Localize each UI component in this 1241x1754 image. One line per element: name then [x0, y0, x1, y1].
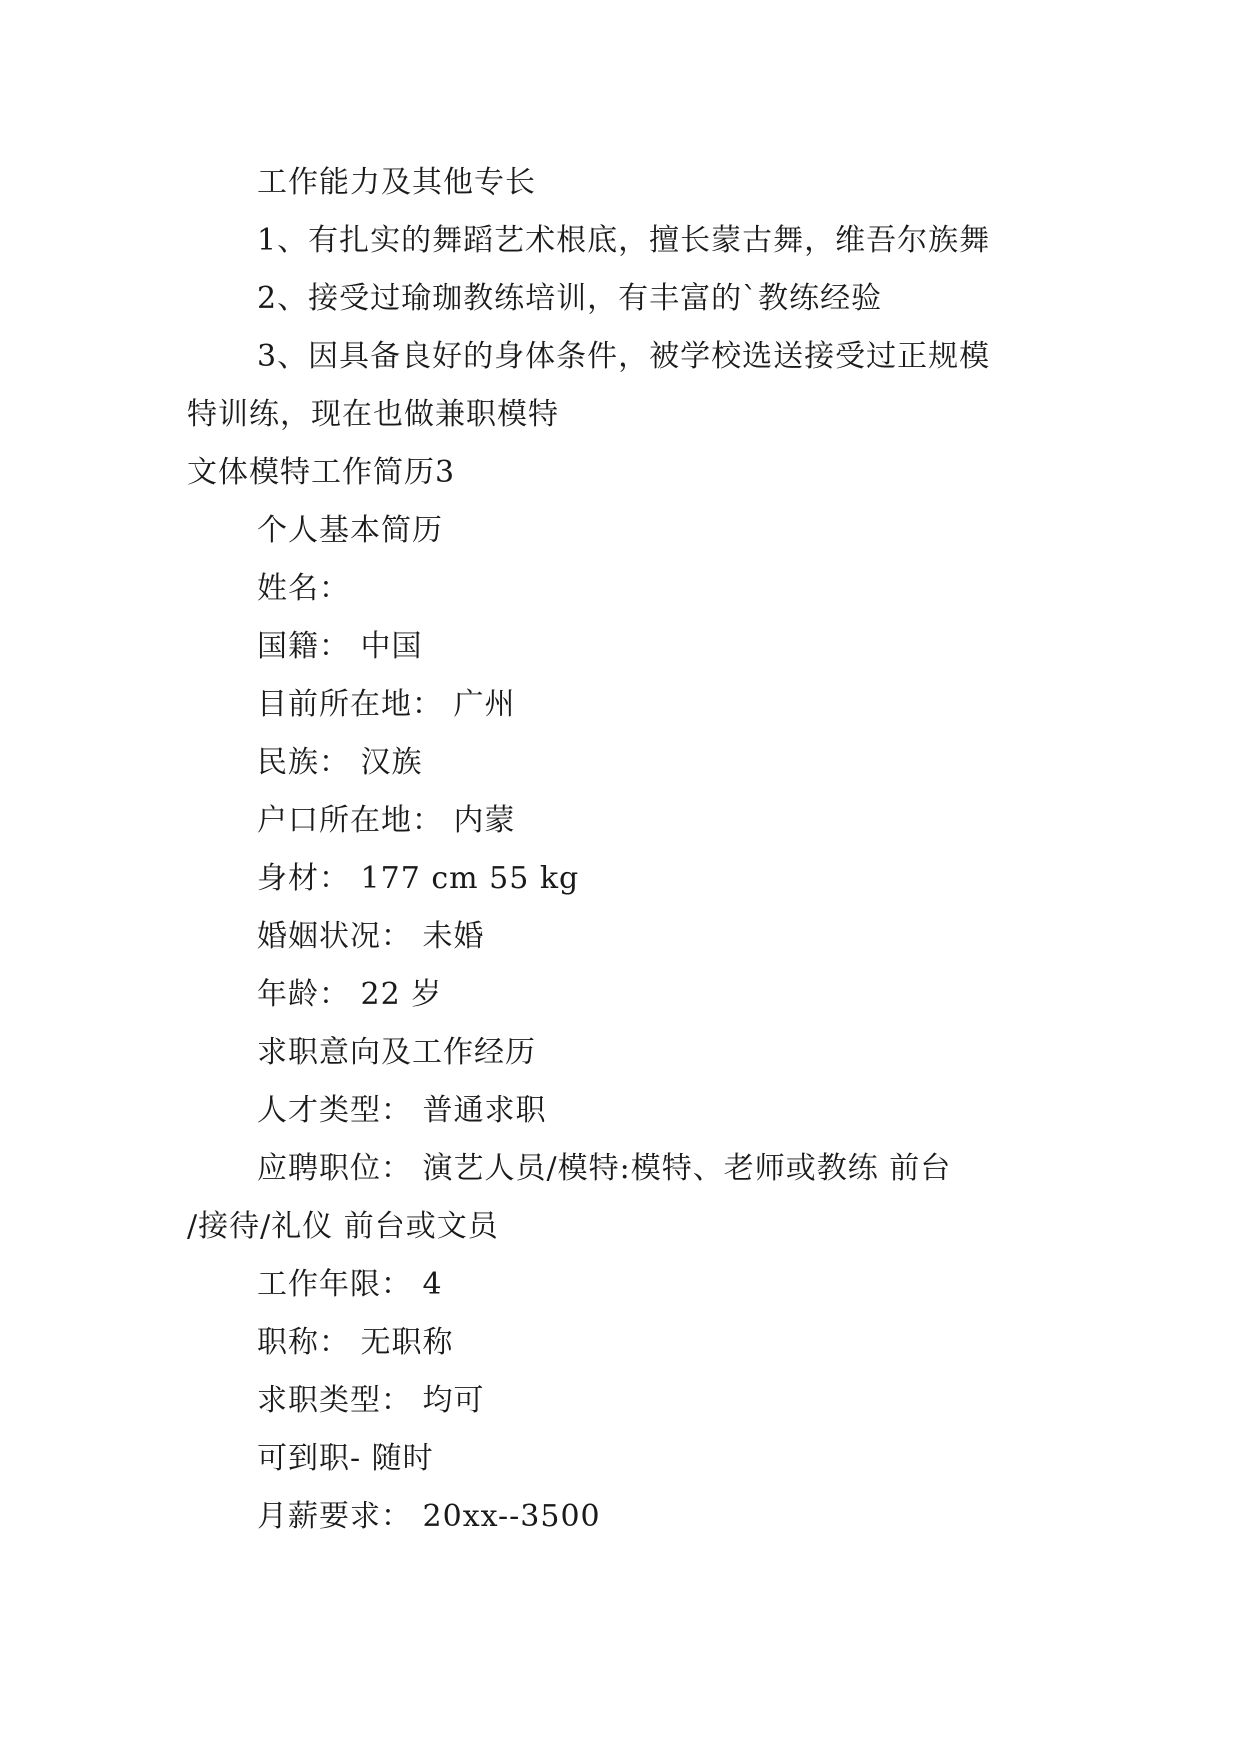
skill-item-1: 1、有扎实的舞蹈艺术根底，擅长蒙古舞，维吾尔族舞 [257, 223, 991, 258]
field-title: 职称： 无职称 [257, 1325, 454, 1360]
resume-title: 文体模特工作简历3 [187, 455, 456, 490]
field-position: 应聘职位： 演艺人员/模特:模特、老师或教练 前台 [257, 1151, 952, 1186]
section-heading-skills: 工作能力及其他专长 [257, 165, 536, 200]
field-figure: 身材： 177 cm 55 kg [257, 861, 580, 896]
skill-item-3-continuation: 特训练，现在也做兼职模特 [187, 397, 559, 432]
field-salary: 月薪要求： 20xx--3500 [257, 1499, 601, 1534]
field-location: 目前所在地： 广州 [257, 687, 516, 722]
field-nationality: 国籍： 中国 [257, 629, 423, 664]
section-heading-basic: 个人基本简历 [257, 513, 443, 548]
skill-item-2: 2、接受过瑜珈教练培训，有丰富的`教练经验 [257, 281, 883, 316]
field-available: 可到职- 随时 [257, 1441, 434, 1476]
section-heading-job: 求职意向及工作经历 [257, 1035, 536, 1070]
field-talent-type: 人才类型： 普通求职 [257, 1093, 547, 1128]
field-name: 姓名： [257, 571, 350, 606]
field-ethnicity: 民族： 汉族 [257, 745, 423, 780]
field-years: 工作年限： 4 [257, 1267, 443, 1302]
field-position-continuation: /接待/礼仪 前台或文员 [187, 1209, 499, 1244]
field-marital-status: 婚姻状况： 未婚 [257, 919, 485, 954]
field-age: 年龄： 22 岁 [257, 977, 443, 1012]
field-job-type: 求职类型： 均可 [257, 1383, 485, 1418]
skill-item-3: 3、因具备良好的身体条件，被学校选送接受过正规模 [257, 339, 991, 374]
field-hukou: 户口所在地： 内蒙 [257, 803, 516, 838]
